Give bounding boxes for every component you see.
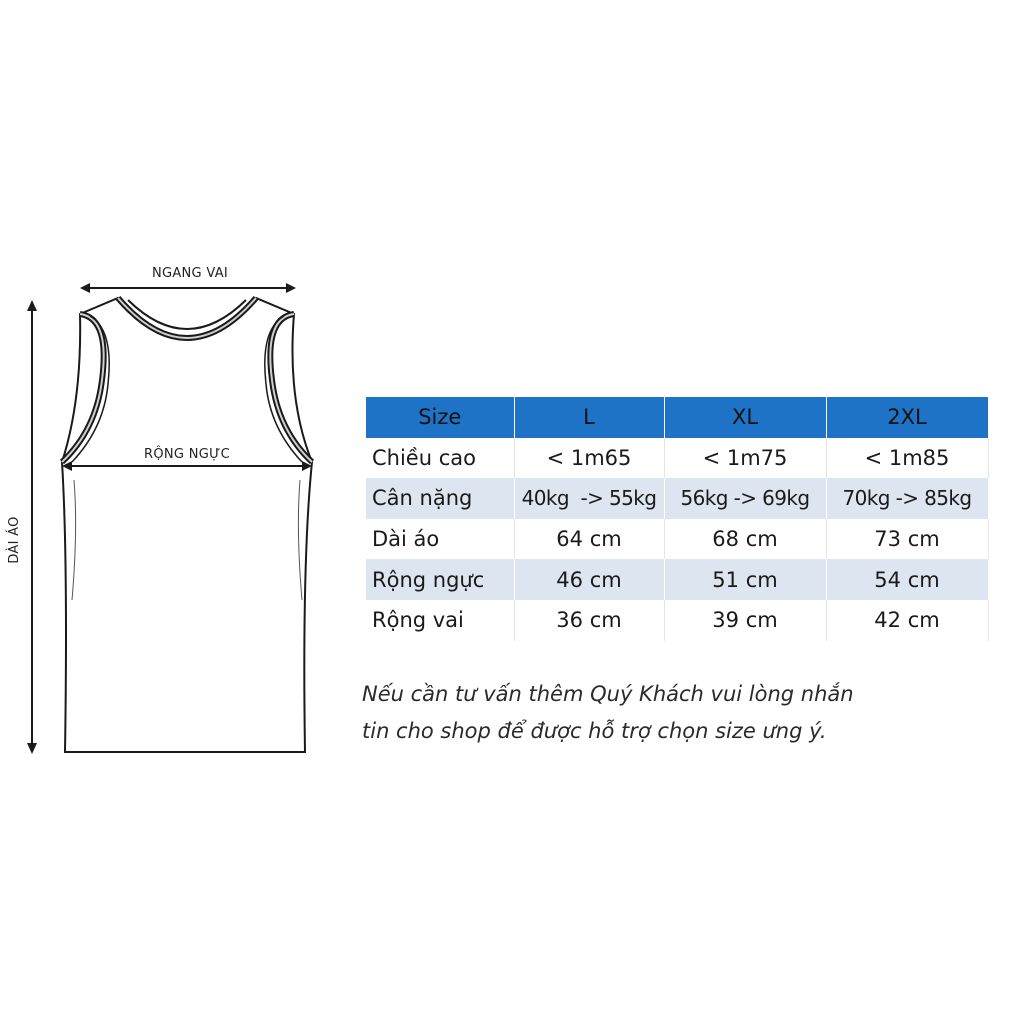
row-label: Dài áo: [366, 519, 514, 560]
table-cell: 36 cm: [514, 600, 664, 641]
table-row: [366, 438, 988, 479]
contact-note: [362, 676, 922, 750]
table-cell: 40kg -> 55kg: [514, 478, 664, 519]
note-line-1: Nếu cần tư vấn thêm Quý Khách vui lòng nhắn: [362, 682, 854, 706]
table-cell: < 1m85: [826, 438, 988, 479]
table-cell: < 1m75: [664, 438, 826, 479]
table-cell: 39 cm: [664, 600, 826, 641]
table-cell: 42 cm: [826, 600, 988, 641]
note-line-2: tin cho shop để được hỗ trợ chọn size ưng ý.: [362, 719, 827, 743]
table-cell: 46 cm: [514, 559, 664, 600]
table-cell: 68 cm: [664, 519, 826, 560]
table-cell: < 1m65: [514, 438, 664, 479]
table-row: [366, 600, 988, 641]
tank-top-outline: [62, 298, 312, 752]
length-label: DÀI ÁO: [7, 516, 22, 564]
header-size-l: L: [514, 397, 664, 438]
size-chart-table: [366, 397, 989, 641]
row-label: Rộng ngực: [366, 559, 514, 600]
table-cell: 73 cm: [826, 519, 988, 560]
table-cell: 51 cm: [664, 559, 826, 600]
header-size-2xl: 2XL: [826, 397, 988, 438]
row-label: Chiều cao: [366, 438, 514, 479]
table-row: [366, 559, 988, 600]
table-cell: 70kg -> 85kg: [826, 478, 988, 519]
row-label: Rộng vai: [366, 600, 514, 641]
row-label: Cân nặng: [366, 478, 514, 519]
table-cell: 54 cm: [826, 559, 988, 600]
table-cell: 64 cm: [514, 519, 664, 560]
shoulder-width-arrow: [80, 283, 296, 293]
table-header-row: [366, 397, 988, 438]
header-size-label: Size: [366, 397, 514, 438]
length-arrow: [27, 300, 37, 754]
table-cell: 56kg -> 69kg: [664, 478, 826, 519]
chest-width-label: RỘNG NGỰC: [144, 447, 230, 462]
header-size-xl: XL: [664, 397, 826, 438]
shoulder-width-label: NGANG VAI: [151, 266, 229, 281]
table-row: [366, 478, 988, 519]
table-row: [366, 519, 988, 560]
